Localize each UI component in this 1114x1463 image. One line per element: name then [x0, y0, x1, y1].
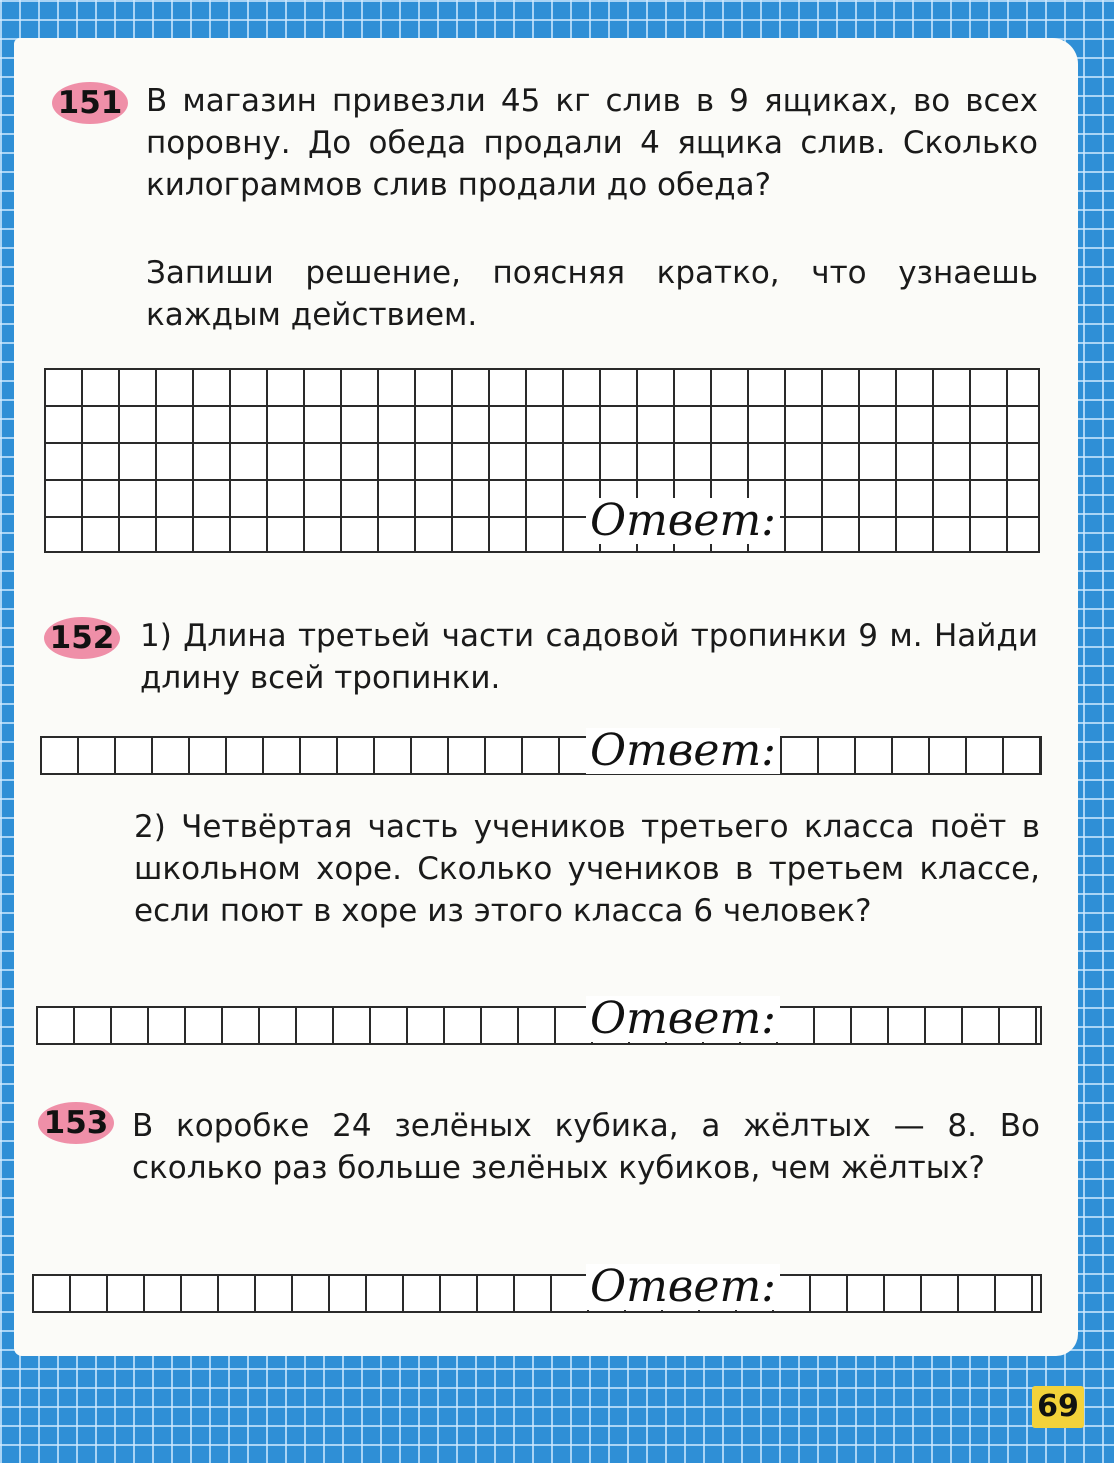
workbook-page [14, 38, 1078, 1356]
task-151-solution-grid[interactable] [44, 368, 1040, 553]
task-151-text: В магазин привезли 45 кг слив в 9 ящиках, во всех поровну. До обеда продали 4 ящика слив. Сколько килограммов слив продали до обеда? [146, 83, 1038, 203]
task-152-part2-answer-grid[interactable] [36, 1006, 1042, 1045]
task-152-number-badge: 152 [44, 617, 120, 659]
task-153-answer-label: Ответ: [586, 1264, 780, 1310]
task-152-part2-answer-label: Ответ: [586, 996, 780, 1042]
task-152-part1-answer-grid[interactable] [40, 736, 1042, 775]
task-151-instruction: Запиши решение, поясняя кратко, что узнаешь каждым действием. [146, 255, 1038, 333]
task-152-part1-text: 1) Длина третьей части садовой тропинки 9 м. Найди длину всей тропинки. [140, 618, 1038, 696]
task-151-answer-label: Ответ: [586, 498, 780, 544]
task-153-text: В коробке 24 зелёных кубика, а жёлтых — 8. Во сколько раз больше зелёных кубиков, чем жёлтых? [132, 1108, 1040, 1186]
task-152-part1-answer-label: Ответ: [586, 728, 780, 774]
task-151-number-badge: 151 [52, 82, 128, 124]
task-153-number-badge: 153 [38, 1102, 114, 1144]
page-number: 69 [1032, 1386, 1084, 1428]
task-152-part2-text: 2) Четвёртая часть учеников третьего класса поёт в школьном хоре. Сколько учеников в третьем классе, если поют в хоре из этого класса 6 человек? [134, 809, 1040, 929]
task-153-answer-grid[interactable] [32, 1274, 1042, 1313]
